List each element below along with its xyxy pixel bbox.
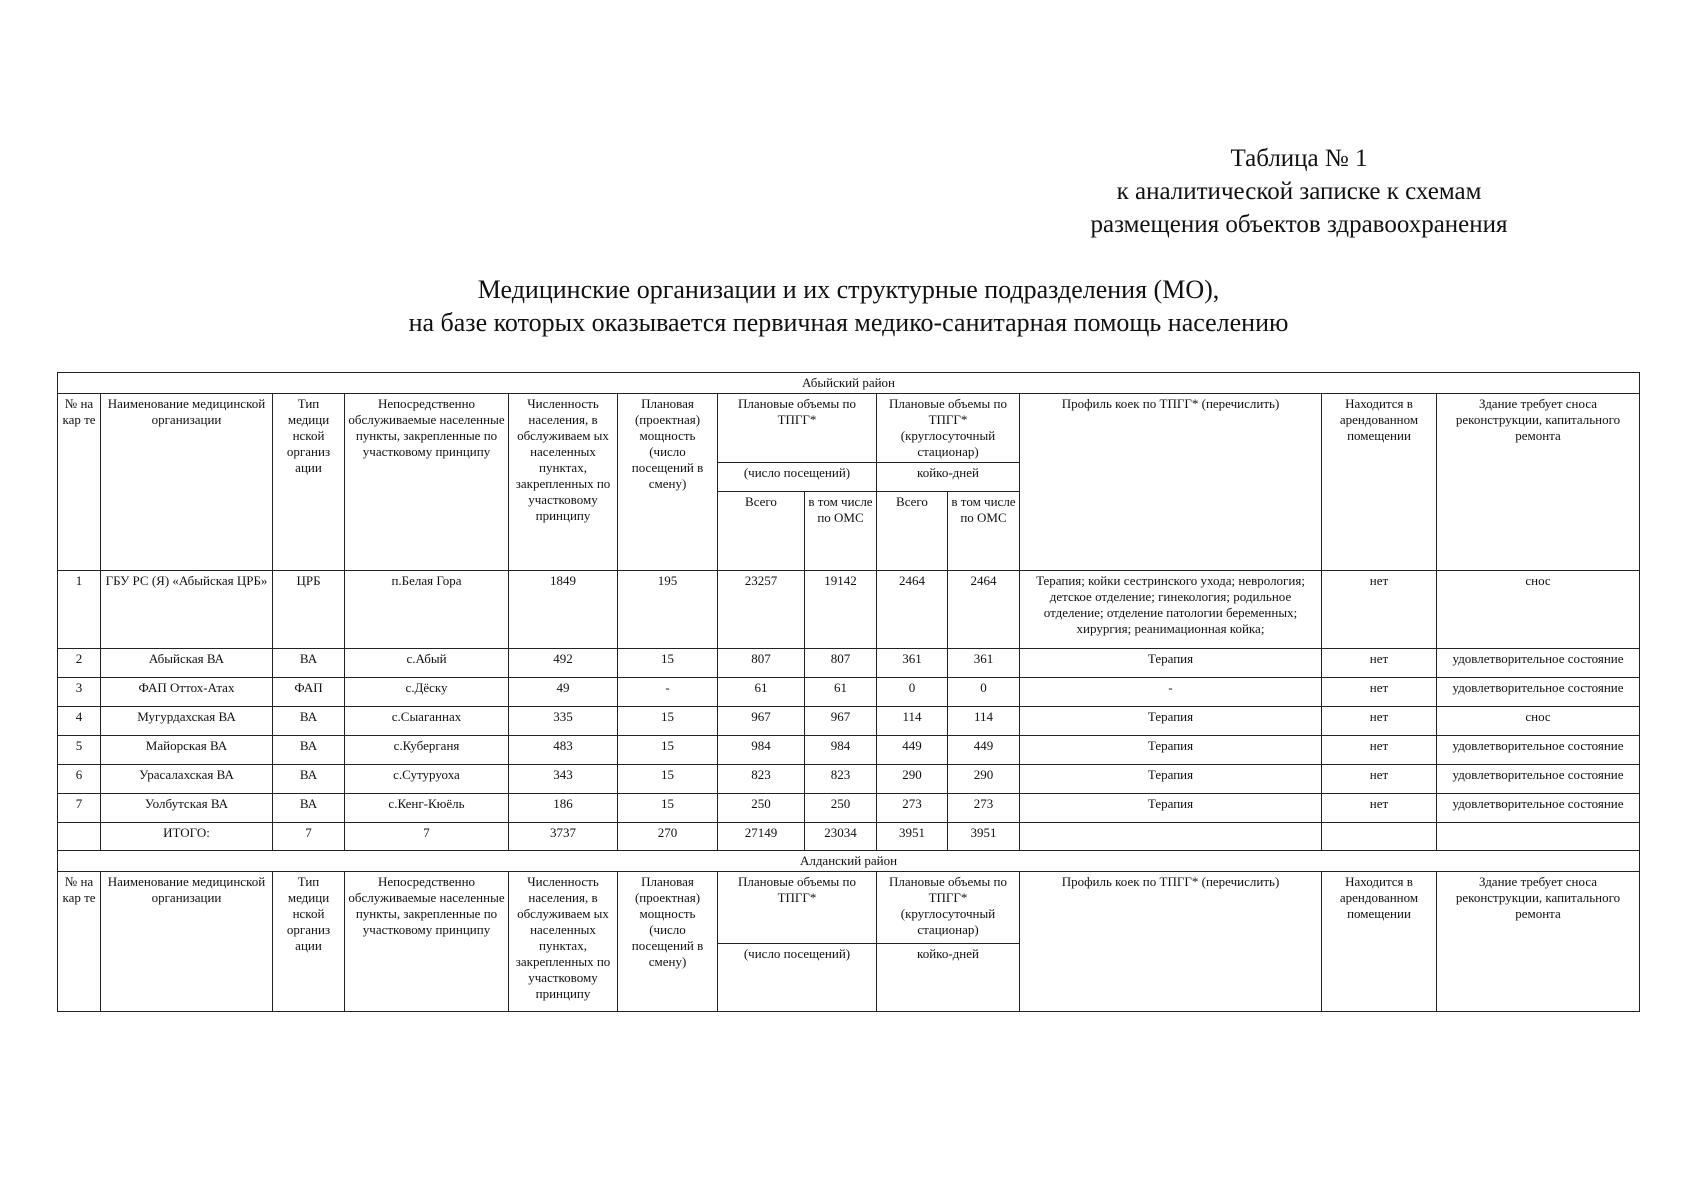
header-population: Численность населения, в обслуживаем ых населенных пунктах, закрепленных по участковому принципу bbox=[509, 872, 618, 1012]
cell-capacity: 15 bbox=[618, 765, 718, 794]
cell-num: 4 bbox=[58, 707, 101, 736]
header-type: Тип медици нской организ ации bbox=[273, 394, 345, 571]
cell-building: удовлетворительное состояние bbox=[1437, 678, 1640, 707]
table-row bbox=[58, 736, 1640, 765]
cell-rented: нет bbox=[1322, 736, 1437, 765]
cell-visits-oms: 807 bbox=[805, 649, 877, 678]
cell-visits-oms: 61 bbox=[805, 678, 877, 707]
header-name: Наименование медицинской организации bbox=[101, 872, 273, 1012]
cell-visits-oms: 19142 bbox=[805, 571, 877, 649]
header-row bbox=[58, 872, 1640, 944]
header-num: № на кар те bbox=[58, 872, 101, 1012]
header-population: Численность населения, в обслуживаем ых населенных пунктах, закрепленных по участковому принципу bbox=[509, 394, 618, 571]
cell-type: ВА bbox=[273, 794, 345, 823]
cell-rented: нет bbox=[1322, 571, 1437, 649]
district-row bbox=[58, 851, 1640, 872]
total-population: 3737 bbox=[509, 823, 618, 851]
cell-num bbox=[58, 823, 101, 851]
cell-population: 186 bbox=[509, 794, 618, 823]
cell-rented: нет bbox=[1322, 765, 1437, 794]
cell-capacity: 195 bbox=[618, 571, 718, 649]
cell-num: 5 bbox=[58, 736, 101, 765]
cell-beddays-total: 0 bbox=[877, 678, 948, 707]
total-label: ИТОГО: bbox=[101, 823, 273, 851]
table-row bbox=[58, 678, 1640, 707]
cell-settlement: с.Куберганя bbox=[345, 736, 509, 765]
medical-organizations-table bbox=[57, 372, 1640, 1012]
header-settlements: Непосредственно обслуживаемые населенные пункты, закрепленные по участковому принципу bbox=[345, 394, 509, 571]
cell-beddays-oms: 449 bbox=[948, 736, 1020, 765]
header-type: Тип медици нской организ ации bbox=[273, 872, 345, 1012]
cell-population: 1849 bbox=[509, 571, 618, 649]
cell-settlement: с.Кенг-Кюёль bbox=[345, 794, 509, 823]
cell-beddays-oms: 290 bbox=[948, 765, 1020, 794]
cell-beddays-total: 449 bbox=[877, 736, 948, 765]
total-bed-profile bbox=[1020, 823, 1322, 851]
cell-beddays-oms: 2464 bbox=[948, 571, 1020, 649]
header-beddays-oms: в том числе по ОМС bbox=[948, 492, 1020, 571]
cell-beddays-total: 273 bbox=[877, 794, 948, 823]
cell-beddays-total: 2464 bbox=[877, 571, 948, 649]
cell-capacity: 15 bbox=[618, 736, 718, 765]
cell-num: 2 bbox=[58, 649, 101, 678]
cell-name: Урасалахская ВА bbox=[101, 765, 273, 794]
total-visits-oms: 23034 bbox=[805, 823, 877, 851]
cell-capacity: 15 bbox=[618, 649, 718, 678]
cell-population: 483 bbox=[509, 736, 618, 765]
district-name: Абыйский район bbox=[58, 373, 1640, 394]
cell-capacity: 15 bbox=[618, 707, 718, 736]
cell-num: 6 bbox=[58, 765, 101, 794]
cell-beddays-oms: 361 bbox=[948, 649, 1020, 678]
cell-bed-profile: Терапия bbox=[1020, 649, 1322, 678]
cell-type: ВА bbox=[273, 649, 345, 678]
cell-num: 1 bbox=[58, 571, 101, 649]
heading-line-2: на базе которых оказывается первичная медико-санитарная помощь населению bbox=[408, 308, 1289, 337]
header-visits-unit: (число посещений) bbox=[718, 944, 877, 1012]
cell-building: удовлетворительное состояние bbox=[1437, 736, 1640, 765]
cell-visits-oms: 984 bbox=[805, 736, 877, 765]
header-beddays-unit: койко-дней bbox=[877, 944, 1020, 1012]
cell-bed-profile: Терапия bbox=[1020, 765, 1322, 794]
cell-settlement: п.Белая Гора bbox=[345, 571, 509, 649]
cell-visits-oms: 250 bbox=[805, 794, 877, 823]
cell-beddays-oms: 273 bbox=[948, 794, 1020, 823]
cell-capacity: - bbox=[618, 678, 718, 707]
header-bed-profile: Профиль коек по ТПГГ* (перечислить) bbox=[1020, 872, 1322, 1012]
cell-name: Майорская ВА bbox=[101, 736, 273, 765]
header-beddays-unit: койко-дней bbox=[877, 463, 1020, 492]
cell-building: удовлетворительное состояние bbox=[1437, 765, 1640, 794]
cell-building: снос bbox=[1437, 571, 1640, 649]
total-type: 7 bbox=[273, 823, 345, 851]
total-visits-total: 27149 bbox=[718, 823, 805, 851]
header-beddays-total: Всего bbox=[877, 492, 948, 571]
cell-name: ГБУ РС (Я) «Абыйская ЦРБ» bbox=[101, 571, 273, 649]
cell-beddays-total: 114 bbox=[877, 707, 948, 736]
cell-rented: нет bbox=[1322, 794, 1437, 823]
total-beddays-oms: 3951 bbox=[948, 823, 1020, 851]
header-tpgg-hospital: Плановые объемы по ТПГГ* (круглосуточный стационар) bbox=[877, 872, 1020, 944]
total-beddays-total: 3951 bbox=[877, 823, 948, 851]
district-name: Алданский район bbox=[58, 851, 1640, 872]
table-caption bbox=[1019, 142, 1579, 241]
document-heading bbox=[0, 273, 1697, 339]
cell-population: 335 bbox=[509, 707, 618, 736]
cell-type: ВА bbox=[273, 707, 345, 736]
header-visits-unit: (число посещений) bbox=[718, 463, 877, 492]
cell-name: ФАП Оттох-Атах bbox=[101, 678, 273, 707]
cell-population: 49 bbox=[509, 678, 618, 707]
header-capacity: Плановая (проектная) мощность (число посещений в смену) bbox=[618, 872, 718, 1012]
table-row bbox=[58, 707, 1640, 736]
header-rented: Находится в арендованном помещении bbox=[1322, 394, 1437, 571]
cell-building: удовлетворительное состояние bbox=[1437, 649, 1640, 678]
caption-line-1: Таблица № 1 bbox=[1230, 145, 1368, 172]
table-row bbox=[58, 571, 1640, 649]
cell-settlement: с.Дёску bbox=[345, 678, 509, 707]
cell-beddays-oms: 114 bbox=[948, 707, 1020, 736]
cell-capacity: 15 bbox=[618, 794, 718, 823]
total-settlement: 7 bbox=[345, 823, 509, 851]
total-building bbox=[1437, 823, 1640, 851]
cell-building: снос bbox=[1437, 707, 1640, 736]
cell-beddays-total: 361 bbox=[877, 649, 948, 678]
header-num: № на кар те bbox=[58, 394, 101, 571]
cell-visits-total: 823 bbox=[718, 765, 805, 794]
cell-visits-total: 984 bbox=[718, 736, 805, 765]
caption-line-2: к аналитической записке к схемам bbox=[1116, 178, 1482, 205]
cell-rented: нет bbox=[1322, 678, 1437, 707]
cell-visits-oms: 967 bbox=[805, 707, 877, 736]
header-building: Здание требует сноса реконструкции, капитального ремонта bbox=[1437, 394, 1640, 571]
cell-num: 7 bbox=[58, 794, 101, 823]
cell-visits-oms: 823 bbox=[805, 765, 877, 794]
total-row bbox=[58, 823, 1640, 851]
cell-settlement: с.Сутуруоха bbox=[345, 765, 509, 794]
cell-bed-profile: Терапия bbox=[1020, 736, 1322, 765]
table-row bbox=[58, 649, 1640, 678]
cell-building: удовлетворительное состояние bbox=[1437, 794, 1640, 823]
header-visits-total: Всего bbox=[718, 492, 805, 571]
header-row bbox=[58, 394, 1640, 463]
cell-name: Абыйская ВА bbox=[101, 649, 273, 678]
cell-visits-total: 23257 bbox=[718, 571, 805, 649]
cell-visits-total: 250 bbox=[718, 794, 805, 823]
cell-rented: нет bbox=[1322, 649, 1437, 678]
cell-type: ВА bbox=[273, 736, 345, 765]
cell-population: 492 bbox=[509, 649, 618, 678]
cell-bed-profile: Терапия bbox=[1020, 794, 1322, 823]
header-capacity: Плановая (проектная) мощность (число посещений в смену) bbox=[618, 394, 718, 571]
cell-visits-total: 807 bbox=[718, 649, 805, 678]
header-rented: Находится в арендованном помещении bbox=[1322, 872, 1437, 1012]
cell-visits-total: 61 bbox=[718, 678, 805, 707]
cell-visits-total: 967 bbox=[718, 707, 805, 736]
header-name: Наименование медицинской организации bbox=[101, 394, 273, 571]
cell-settlement: с.Абый bbox=[345, 649, 509, 678]
cell-num: 3 bbox=[58, 678, 101, 707]
table-row bbox=[58, 765, 1640, 794]
cell-rented: нет bbox=[1322, 707, 1437, 736]
cell-settlement: с.Сыаганнах bbox=[345, 707, 509, 736]
cell-bed-profile: Терапия; койки сестринского ухода; неврология; детское отделение; гинекология; родильное отделение; отделение патологии беременных; хирургия; реанимационная койка; bbox=[1020, 571, 1322, 649]
cell-beddays-total: 290 bbox=[877, 765, 948, 794]
cell-population: 343 bbox=[509, 765, 618, 794]
heading-line-1: Медицинские организации и их структурные подразделения (МО), bbox=[477, 275, 1220, 304]
cell-name: Уолбутская ВА bbox=[101, 794, 273, 823]
header-visits-oms: в том числе по ОМС bbox=[805, 492, 877, 571]
header-bed-profile: Профиль коек по ТПГГ* (перечислить) bbox=[1020, 394, 1322, 571]
header-tpgg-visits: Плановые объемы по ТПГГ* bbox=[718, 872, 877, 944]
header-settlements: Непосредственно обслуживаемые населенные пункты, закрепленные по участковому принципу bbox=[345, 872, 509, 1012]
cell-type: ВА bbox=[273, 765, 345, 794]
header-tpgg-hospital: Плановые объемы по ТПГГ* (круглосуточный стационар) bbox=[877, 394, 1020, 463]
total-capacity: 270 bbox=[618, 823, 718, 851]
cell-beddays-oms: 0 bbox=[948, 678, 1020, 707]
total-rented bbox=[1322, 823, 1437, 851]
caption-line-3: размещения объектов здравоохранения bbox=[1090, 211, 1508, 238]
cell-bed-profile: - bbox=[1020, 678, 1322, 707]
cell-name: Мугурдахская ВА bbox=[101, 707, 273, 736]
cell-type: ФАП bbox=[273, 678, 345, 707]
district-row bbox=[58, 373, 1640, 394]
cell-type: ЦРБ bbox=[273, 571, 345, 649]
cell-bed-profile: Терапия bbox=[1020, 707, 1322, 736]
table-row bbox=[58, 794, 1640, 823]
header-building: Здание требует сноса реконструкции, капитального ремонта bbox=[1437, 872, 1640, 1012]
header-tpgg-visits: Плановые объемы по ТПГГ* bbox=[718, 394, 877, 463]
